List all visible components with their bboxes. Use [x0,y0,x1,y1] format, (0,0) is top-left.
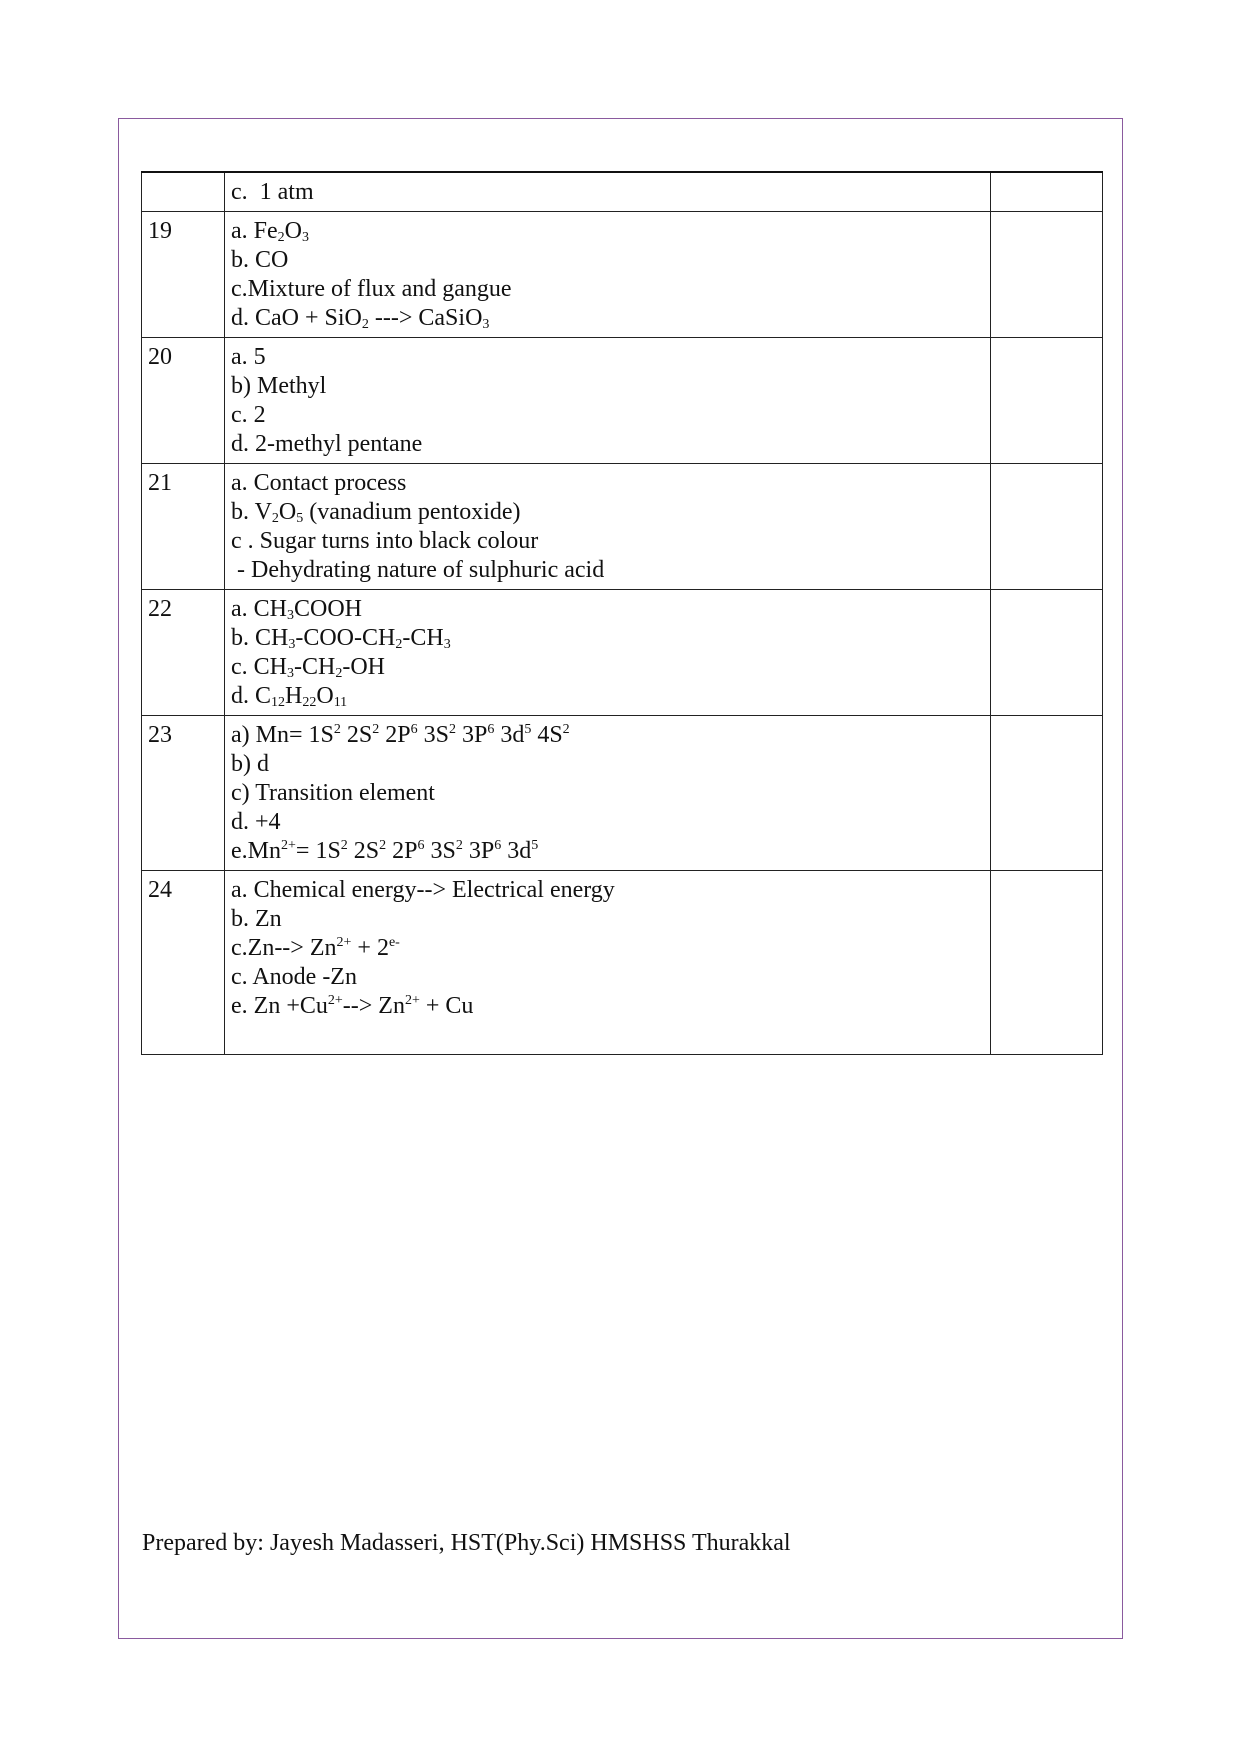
answer-line: c. 1 atm [231,179,314,205]
marks-cell [991,871,1103,1055]
question-number: 23 [142,716,225,871]
table-row [142,212,1103,338]
question-number: 19 [142,212,225,338]
answer-line: b) d [231,751,269,777]
answer-cell [225,716,991,871]
answer-line: c. 2 [231,402,266,428]
answer-cell [225,172,991,212]
answer-line: b. CO [231,247,289,273]
question-number [142,172,225,212]
marks-cell [991,716,1103,871]
answer-line: a. $CH_3COOH$ [231,596,363,623]
answer-line: c. $CH_3-CH_2-OH$ [231,654,385,681]
answer-cell [225,464,991,590]
answer-line: a. $Fe_2O_3$ [231,218,309,245]
answer-cell [225,590,991,716]
answer-line: $e.Mn^{2+}= 1S^2$ $2S^2$ $2P^6$ $3S^2$ $3P^6$ $3d^5$ [231,838,539,864]
answer-rows [142,172,1103,1055]
answer-key-table [141,171,1103,1055]
answer-line: c) Transition element [231,780,435,806]
answer-line: a. Contact process [231,470,407,496]
answer-line: d. +4 [231,809,281,835]
table-row [142,590,1103,716]
marks-cell [991,464,1103,590]
question-number: 22 [142,590,225,716]
table-row [142,871,1103,1055]
answer-line: d. $C_{12}H_{22}O_{11}$ [231,683,348,710]
table-row [142,338,1103,464]
answer-line: a. Chemical energy--> Electrical energy [231,877,615,903]
question-number: 21 [142,464,225,590]
marks-cell [991,212,1103,338]
answer-line: e. $Zn +Cu^{2+}--> Zn^{2+} + Cu$ [231,993,474,1019]
answer-line: c. Anode -Zn [231,964,357,990]
marks-cell [991,338,1103,464]
answer-cell [225,338,991,464]
answer-line: c.Mixture of flux and gangue [231,276,512,302]
table-row [142,464,1103,590]
answer-line: d. CaO + SiO$_2$ ---> CaSiO$_3$ [231,305,490,332]
answer-line: a) $Mn= 1S^2$ $2S^2$ $2P^6$ $3S^2$ $3P^6$ $3d^5$ $4S^2$ [231,722,570,748]
table-row [142,716,1103,871]
answer-line: b. $V_2O_5$ (vanadium pentoxide) [231,499,521,526]
answer-line: $c.Zn--> Zn^{2+} + 2^{e-}$ [231,935,400,961]
table-row [142,172,1103,212]
answer-cell [225,871,991,1055]
answer-line: a. 5 [231,344,266,370]
marks-cell [991,590,1103,716]
footer-credit: Prepared by: Jayesh Madasseri, HST(Phy.Sci) HMSHSS Thurakkal [142,1530,791,1556]
marks-cell [991,172,1103,212]
answer-line: - Dehydrating nature of sulphuric acid [231,557,605,583]
answer-line: b) Methyl [231,373,327,399]
answer-line: b. $CH_3-COO-CH_2-CH_3$ [231,625,451,652]
answer-line: d. 2-methyl pentane [231,431,423,457]
answer-line: b. Zn [231,906,282,932]
answer-cell [225,212,991,338]
question-number: 20 [142,338,225,464]
question-number: 24 [142,871,225,1055]
answer-line: c . Sugar turns into black colour [231,528,539,554]
